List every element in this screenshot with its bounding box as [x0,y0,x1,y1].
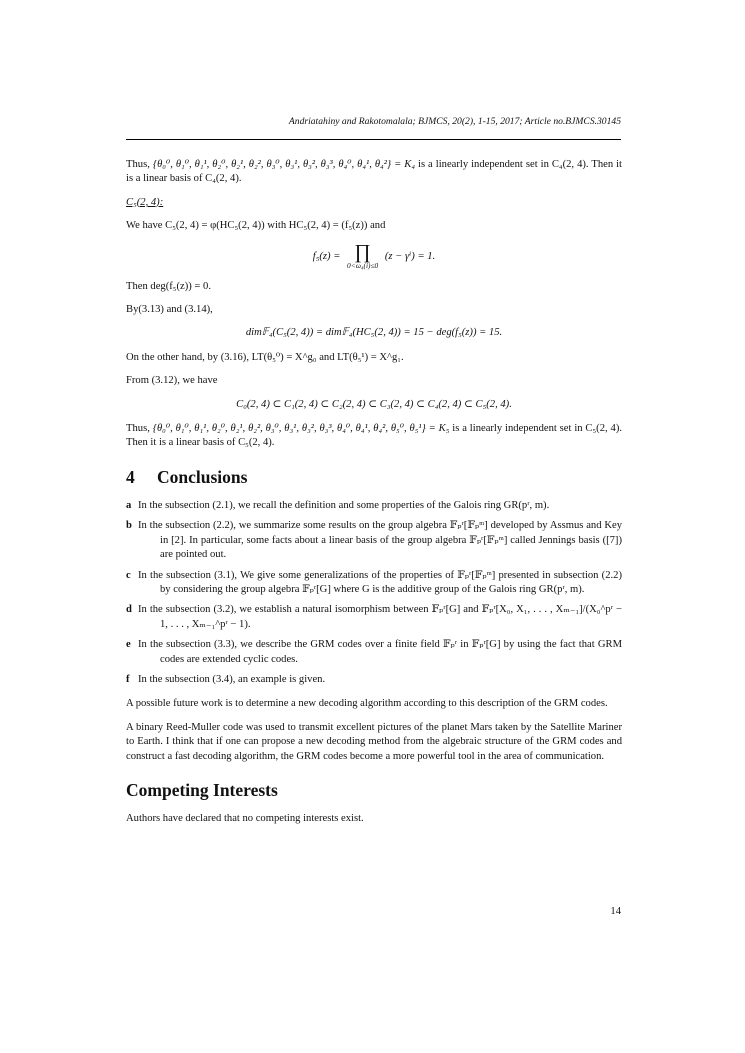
text-lead: Thus, [126,159,153,170]
equation-f5-lhs: f₅(z) = [312,250,341,262]
equation-dimension: dim𝔽₄(C₅(2, 4)) = dim𝔽₄(HC₅(2, 4)) = 15 − deg(f₅(z)) = 15. [245,327,503,339]
paragraph-k4-basis [126,158,622,187]
section-title: Conclusions [157,466,248,487]
list-item [126,603,622,632]
list-item-text: In the subsection (2.1), we recall the definition and some properties of the Galois ring GR(pʳ, m). [138,499,550,511]
list-item-text: In the subsection (3.4), an example is given. [138,673,326,685]
list-item-text: In the subsection (3.2), we establish a natural isomorphism between 𝔽ₚʳ[G] and 𝔽ₚʳ[X₀, X₁, . . . , Xₘ₋₁]/(X₀^pʳ − 1, . . . , Xₘ₋₁^pʳ − 1). [138,604,622,630]
page-content [126,158,622,835]
paragraph-competing-interests: Authors have declared that no competing interests exist. [126,812,364,824]
section-heading-conclusions [126,467,622,487]
product-operator [347,240,379,270]
page-number: 14 [610,906,621,917]
list-item [126,499,622,513]
equation-f5-rhs: (z − γⁱ) = 1. [384,250,436,262]
list-item-label: d [126,604,132,616]
list-item-text: In the subsection (2.2), we summarize some results on the group algebra 𝔽ₚʳ[𝔽ₚᵐ] developed by Assmus and Key in [2]. In particular, some facts about a linear basis of the group algebra 𝔽ₚʳ[𝔽ₚᵐ] called Jennings basis ([7]) are pointed out. [138,520,622,561]
section-heading-competing-interests: Competing Interests [126,779,278,800]
math-set-k4: {θ₀⁰, θ₁⁰, θ₁¹, θ₂⁰, θ₂¹, θ₂², θ₃⁰, θ₃¹, θ₃², θ₃³, θ₄⁰, θ₄¹, θ₄²} = K₄ [152,159,416,170]
running-header: Andriatahiny and Rakotomalala; BJMCS, 20(2), 1-15, 2017; Article no.BJMCS.30145 [288,116,621,127]
conclusions-list [126,499,622,687]
subheading-c5: C₅(2, 4): [126,196,164,208]
list-item [126,569,622,598]
paragraph-from-ref: From (3.12), we have [126,375,218,387]
list-item-text: In the subsection (3.3), we describe the GRM codes over a finite field 𝔽ₚʳ in 𝔽ₚʳ[G] by using the fact that GRM codes are extended cyclic codes. [138,639,622,665]
paragraph-future-work: A possible future work is to determine a new decoding algorithm according to this description of the GRM codes. [126,698,608,710]
text-tail: is a linearly independent set in C₄(2, 4). Then it is a linear basis of C₄(2, 4). [126,159,622,185]
equation-inclusion-chain: C₀(2, 4) ⊂ C₁(2, 4) ⊂ C₂(2, 4) ⊂ C₃(2, 4) ⊂ C₄(2, 4) ⊂ C₅(2, 4). [236,398,512,410]
paragraph-leading-terms: On the other hand, by (3.16), LT(θ₅⁰) = X^g₀ and LT(θ₅¹) = X^g₁. [126,351,404,363]
product-subscript: 0<ω₄(i)≤0 [347,260,379,270]
list-item [126,673,622,687]
paragraph-degree: Then deg(f₅(z)) = 0. [126,280,211,292]
paragraph-k5-basis [126,422,622,451]
text-tail: is a linearly independent set in C₅(2, 4). Then it is a linear basis of C₅(2, 4). [126,423,622,449]
header-rule [126,139,621,140]
section-number: 4 [126,466,135,487]
product-symbol: ∏ [354,240,371,263]
paragraph-c5-definition: We have C₅(2, 4) = φ(HC₅(2, 4)) with HC₅(2, 4) = (f₅(z)) and [126,220,386,232]
list-item-label: b [126,520,132,532]
list-item [126,519,622,562]
list-item-text: In the subsection (3.1), We give some generalizations of the properties of 𝔽ₚʳ[𝔽ₚᵐ] presented in subsection (2.2) by considering the group algebra 𝔽ₚʳ[G] where G is the additive group of the Galois ring GR(pʳ, m). [138,569,622,595]
list-item-label: a [126,499,132,511]
equation-f5 [126,240,622,270]
list-item-label: f [126,673,130,685]
list-item [126,638,622,667]
paragraph-by-ref: By(3.13) and (3.14), [126,304,213,316]
math-set-k5: {θ₀⁰, θ₁⁰, θ₁¹, θ₂⁰, θ₂¹, θ₂², θ₃⁰, θ₃¹, θ₃², θ₃³, θ₄⁰, θ₄¹, θ₄², θ₅⁰, θ₅¹} = K₅ [152,423,450,435]
paragraph-mars: A binary Reed-Muller code was used to transmit excellent pictures of the planet Mars taken by the Satellite Mariner to Earth. I think that if one can propose a new decoding method from the algebraic structure of the GRM codes and construct a fast decoding algorithm, the GRM codes become a more powerful tool in the area of communication. [126,721,622,762]
list-item-label: c [126,569,131,581]
list-item-label: e [126,639,131,651]
text-lead: Thus, [126,423,153,435]
